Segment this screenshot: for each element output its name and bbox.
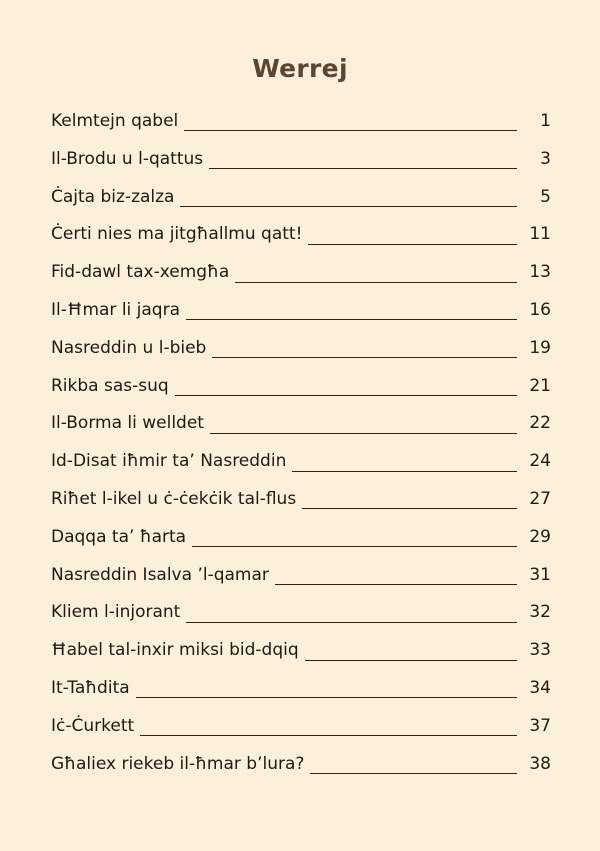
toc-entry-page: 16 bbox=[529, 299, 551, 320]
toc-entry-page: 5 bbox=[540, 186, 551, 207]
toc-entry-title: Għaliex riekeb il-ħmar b’lura? bbox=[51, 753, 305, 774]
toc-entry-leader bbox=[235, 282, 517, 283]
toc-entry-title: Nasreddin u l-bieb bbox=[51, 337, 207, 358]
toc-entry[interactable] bbox=[51, 254, 551, 292]
toc-entry-title: Il-Ħmar li jaqra bbox=[51, 299, 181, 320]
toc-entry[interactable] bbox=[51, 405, 551, 443]
toc-entry-title: Rikba sas-suq bbox=[51, 375, 169, 396]
toc-entry-title: Il-Brodu u l-qattus bbox=[51, 148, 204, 169]
toc-entry-leader bbox=[186, 319, 517, 320]
toc-entry[interactable] bbox=[51, 216, 551, 254]
toc-entry[interactable] bbox=[51, 330, 551, 368]
toc-entry[interactable] bbox=[51, 103, 551, 141]
toc-entry-leader bbox=[308, 244, 517, 245]
toc-entry-leader bbox=[275, 584, 517, 585]
toc-entry-title: Fid-dawl tax-xemgħa bbox=[51, 262, 230, 283]
toc-entry-title: Nasreddin Isalva ’l-qamar bbox=[51, 564, 269, 585]
toc-entry-page: 21 bbox=[529, 375, 551, 396]
toc-entry-title: Riħet l-ikel u ċ-ċekċik tal-flus bbox=[51, 488, 297, 509]
toc-entry-title: Kelmtejn qabel bbox=[51, 111, 179, 131]
toc-entry-title: It-Taħdita bbox=[51, 677, 130, 698]
table-of-contents bbox=[51, 103, 551, 783]
toc-entry-title: Id-Disat iħmir ta’ Nasreddin bbox=[51, 451, 287, 472]
toc-entry[interactable] bbox=[51, 292, 551, 330]
toc-entry-leader bbox=[310, 773, 517, 774]
toc-entry[interactable] bbox=[51, 141, 551, 179]
toc-entry-page: 34 bbox=[529, 677, 551, 698]
toc-entry-leader bbox=[180, 206, 517, 207]
toc-entry[interactable] bbox=[51, 443, 551, 481]
toc-entry[interactable] bbox=[51, 481, 551, 519]
toc-entry[interactable] bbox=[51, 670, 551, 708]
toc-entry-page: 1 bbox=[540, 111, 551, 131]
toc-entry-leader bbox=[292, 471, 517, 472]
toc-entry-leader bbox=[184, 130, 517, 131]
toc-entry[interactable] bbox=[51, 519, 551, 557]
toc-entry-page: 19 bbox=[529, 337, 551, 358]
toc-entry-leader bbox=[302, 508, 517, 509]
toc-entry-leader bbox=[212, 357, 517, 358]
toc-entry-page: 22 bbox=[529, 413, 551, 434]
toc-entry-leader bbox=[140, 735, 517, 736]
toc-entry-leader bbox=[136, 697, 517, 698]
page-title: Werrej bbox=[252, 54, 348, 83]
toc-entry-leader bbox=[209, 168, 517, 169]
toc-entry-page: 38 bbox=[529, 753, 551, 774]
toc-entry-leader bbox=[305, 660, 517, 661]
toc-entry[interactable] bbox=[51, 179, 551, 217]
toc-entry-page: 27 bbox=[529, 488, 551, 509]
toc-entry-title: Ċajta biz-zalza bbox=[51, 186, 175, 207]
toc-entry-page: 31 bbox=[529, 564, 551, 585]
toc-entry[interactable] bbox=[51, 594, 551, 632]
toc-entry-page: 24 bbox=[529, 451, 551, 472]
toc-entry-title: Kliem l-injorant bbox=[51, 602, 181, 623]
toc-entry-page: 33 bbox=[529, 640, 551, 661]
toc-entry[interactable] bbox=[51, 557, 551, 595]
toc-entry[interactable] bbox=[51, 746, 551, 784]
toc-entry-page: 29 bbox=[529, 526, 551, 547]
toc-entry[interactable] bbox=[51, 368, 551, 406]
toc-entry-leader bbox=[175, 395, 517, 396]
toc-entry-page: 11 bbox=[529, 224, 551, 245]
toc-entry-leader bbox=[210, 433, 517, 434]
toc-entry[interactable] bbox=[51, 632, 551, 670]
toc-entry-leader bbox=[192, 546, 517, 547]
toc-entry-page: 32 bbox=[529, 602, 551, 623]
toc-entry-title: Il-Borma li welldet bbox=[51, 413, 204, 434]
toc-entry-title: Ċerti nies ma jitgħallmu qatt! bbox=[51, 224, 303, 245]
toc-entry-page: 37 bbox=[529, 715, 551, 736]
toc-entry-page: 13 bbox=[529, 262, 551, 283]
toc-entry-title: Iċ-Ċurkett bbox=[51, 715, 135, 736]
toc-entry-title: Daqqa ta’ ħarta bbox=[51, 526, 187, 547]
toc-entry-leader bbox=[186, 622, 517, 623]
toc-entry-title: Ħabel tal-inxir miksi bid-dqiq bbox=[51, 640, 299, 661]
toc-entry-page: 3 bbox=[540, 148, 551, 169]
toc-entry[interactable] bbox=[51, 708, 551, 746]
